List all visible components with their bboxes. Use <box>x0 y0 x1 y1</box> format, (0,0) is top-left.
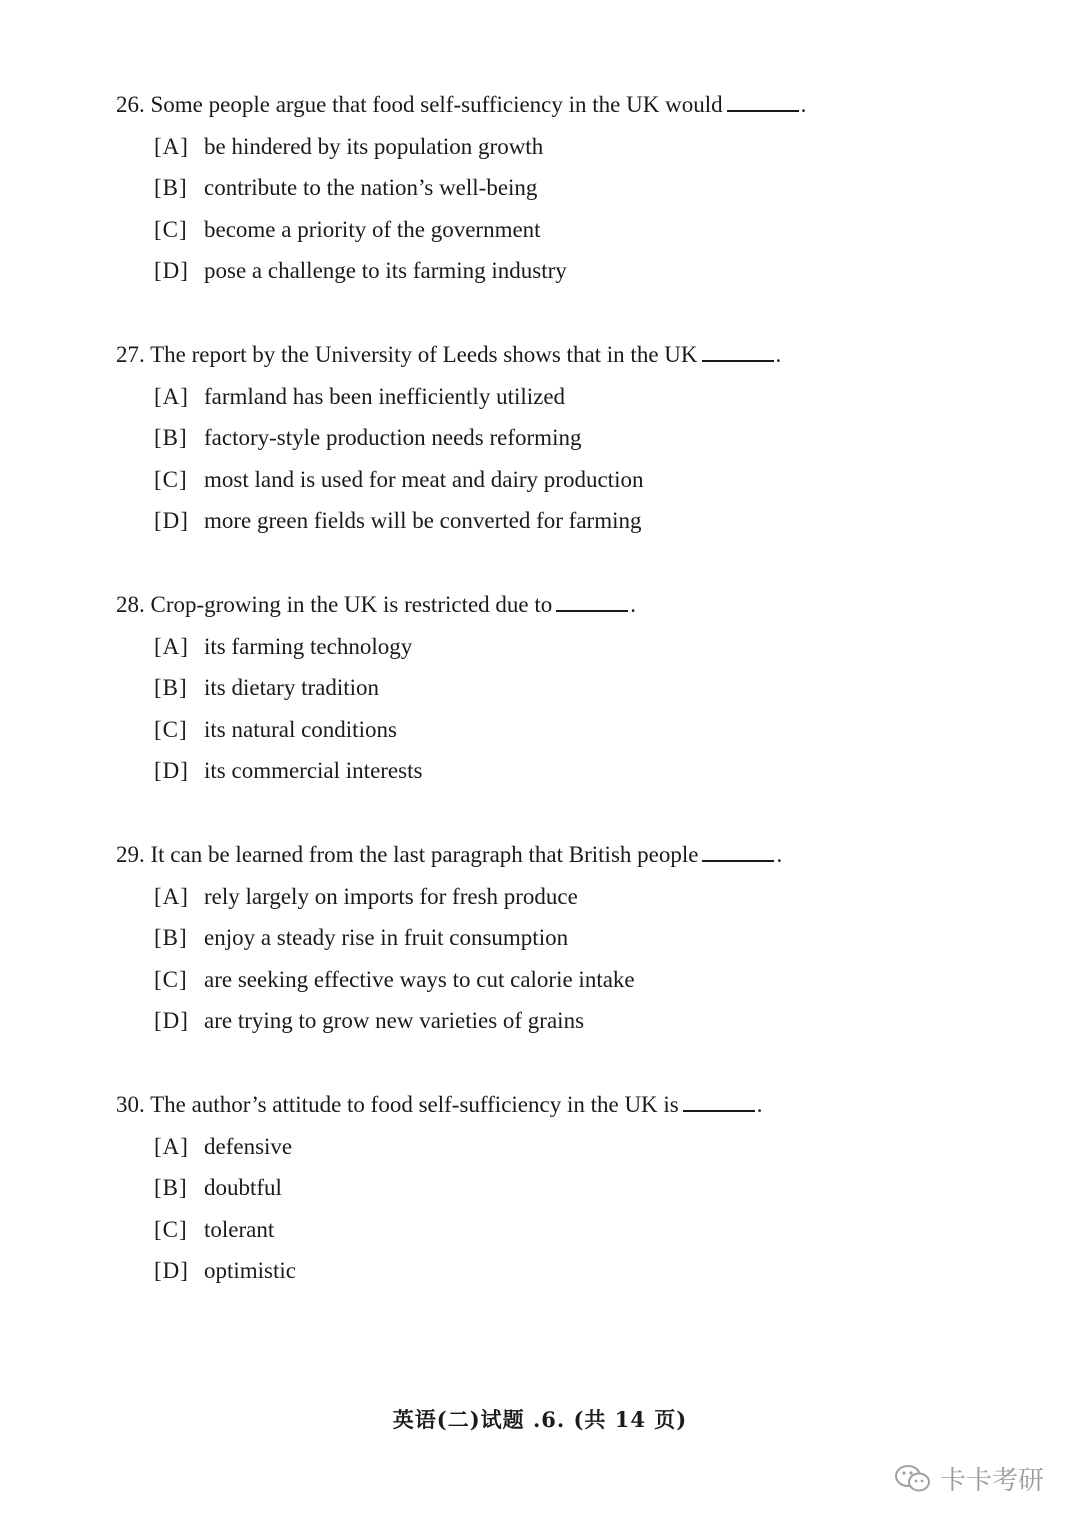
option-text: more green fields will be converted for farming <box>204 508 642 533</box>
option-b <box>154 423 996 453</box>
option-letter: [B] <box>154 175 188 200</box>
answer-blank <box>727 92 799 112</box>
question-number: 30. <box>116 1092 145 1117</box>
question-30 <box>116 1090 996 1286</box>
question-28 <box>116 590 996 786</box>
option-d <box>154 506 996 536</box>
option-b <box>154 673 996 703</box>
option-text: tolerant <box>204 1216 275 1242</box>
option-text: become a priority of the government <box>204 216 541 242</box>
option-d <box>154 256 996 286</box>
question-stem <box>116 840 996 870</box>
option-a <box>154 632 996 662</box>
option-letter: [C] <box>154 1216 188 1242</box>
option-d <box>154 1256 996 1286</box>
option-text: factory-style production needs reforming <box>204 425 582 450</box>
option-text: its commercial interests <box>204 758 423 783</box>
option-text: doubtful <box>204 1175 282 1200</box>
stem-end: . <box>756 1092 763 1117</box>
answer-blank <box>702 342 774 362</box>
option-letter: [D] <box>154 508 189 533</box>
option-text: most land is used for meat and dairy production <box>204 466 644 492</box>
wechat-icon <box>894 1463 932 1495</box>
question-stem <box>116 1090 996 1120</box>
option-letter: [A] <box>154 1133 189 1159</box>
question-number: 29. <box>116 842 145 867</box>
option-a <box>154 382 996 412</box>
option-text: are trying to grow new varieties of grains <box>204 1008 585 1033</box>
option-list <box>116 632 996 787</box>
stem-text: The report by the University of Leeds shows that in the UK <box>150 342 698 367</box>
option-d <box>154 1006 996 1036</box>
stem-end: . <box>775 342 782 367</box>
stem-text: Some people argue that food self-sufficiency in the UK would <box>150 92 723 117</box>
option-text: its dietary tradition <box>204 675 380 700</box>
option-list <box>116 882 996 1037</box>
option-list <box>116 132 996 287</box>
watermark-text: 卡卡考研 <box>939 1466 1044 1496</box>
question-number: 26. <box>116 92 145 117</box>
stem-end: . <box>630 592 637 617</box>
option-text: be hindered by its population growth <box>204 133 544 159</box>
question-number: 28. <box>116 592 145 617</box>
stem-text: Crop-growing in the UK is restricted due to <box>150 592 553 617</box>
option-letter: [A] <box>154 133 189 159</box>
option-letter: [D] <box>154 258 189 283</box>
option-letter: [D] <box>154 758 189 783</box>
question-26 <box>116 90 996 286</box>
option-text: its farming technology <box>204 633 413 659</box>
option-letter: [D] <box>154 1008 189 1033</box>
option-list <box>116 382 996 537</box>
option-text: rely largely on imports for fresh produce <box>204 883 578 909</box>
option-c <box>154 465 996 495</box>
question-stem <box>116 90 996 120</box>
option-a <box>154 132 996 162</box>
option-letter: [B] <box>154 925 188 950</box>
option-text: enjoy a steady rise in fruit consumption <box>204 925 569 950</box>
option-d <box>154 756 996 786</box>
question-number: 27. <box>116 342 145 367</box>
option-letter: [B] <box>154 1175 188 1200</box>
option-c <box>154 1215 996 1245</box>
option-c <box>154 715 996 745</box>
option-letter: [C] <box>154 216 188 242</box>
stem-text: The author’s attitude to food self-sufficiency in the UK is <box>150 1092 679 1117</box>
option-b <box>154 1173 996 1203</box>
answer-blank <box>683 1092 755 1112</box>
option-text: optimistic <box>204 1258 296 1283</box>
stem-text: It can be learned from the last paragraph that British people <box>150 842 699 867</box>
question-stem <box>116 590 996 620</box>
option-a <box>154 1132 996 1162</box>
option-text: its natural conditions <box>204 716 397 742</box>
option-letter: [B] <box>154 675 188 700</box>
option-text: pose a challenge to its farming industry <box>204 258 567 283</box>
question-stem <box>116 340 996 370</box>
option-letter: [A] <box>154 383 189 409</box>
option-text: contribute to the nation’s well-being <box>204 175 538 200</box>
option-text: are seeking effective ways to cut calorie intake <box>204 966 635 992</box>
option-c <box>154 215 996 245</box>
option-letter: [C] <box>154 466 188 492</box>
question-29 <box>116 840 996 1036</box>
stem-end: . <box>800 92 807 117</box>
question-27 <box>116 340 996 536</box>
answer-blank <box>556 592 628 612</box>
option-text: defensive <box>204 1133 293 1159</box>
option-c <box>154 965 996 995</box>
option-letter: [C] <box>154 716 188 742</box>
option-text: farmland has been inefficiently utilized <box>204 383 566 409</box>
option-a <box>154 882 996 912</box>
option-letter: [D] <box>154 1258 189 1283</box>
option-b <box>154 923 996 953</box>
option-b <box>154 173 996 203</box>
option-letter: [A] <box>154 633 189 659</box>
option-list <box>116 1132 996 1287</box>
option-letter: [B] <box>154 425 188 450</box>
stem-end: . <box>776 842 783 867</box>
answer-blank <box>702 842 774 862</box>
page-footer: 英语(二)试题 .6. (共 14 页) <box>392 1407 688 1432</box>
option-letter: [C] <box>154 966 188 992</box>
watermark <box>894 1460 1044 1497</box>
option-letter: [A] <box>154 883 189 909</box>
